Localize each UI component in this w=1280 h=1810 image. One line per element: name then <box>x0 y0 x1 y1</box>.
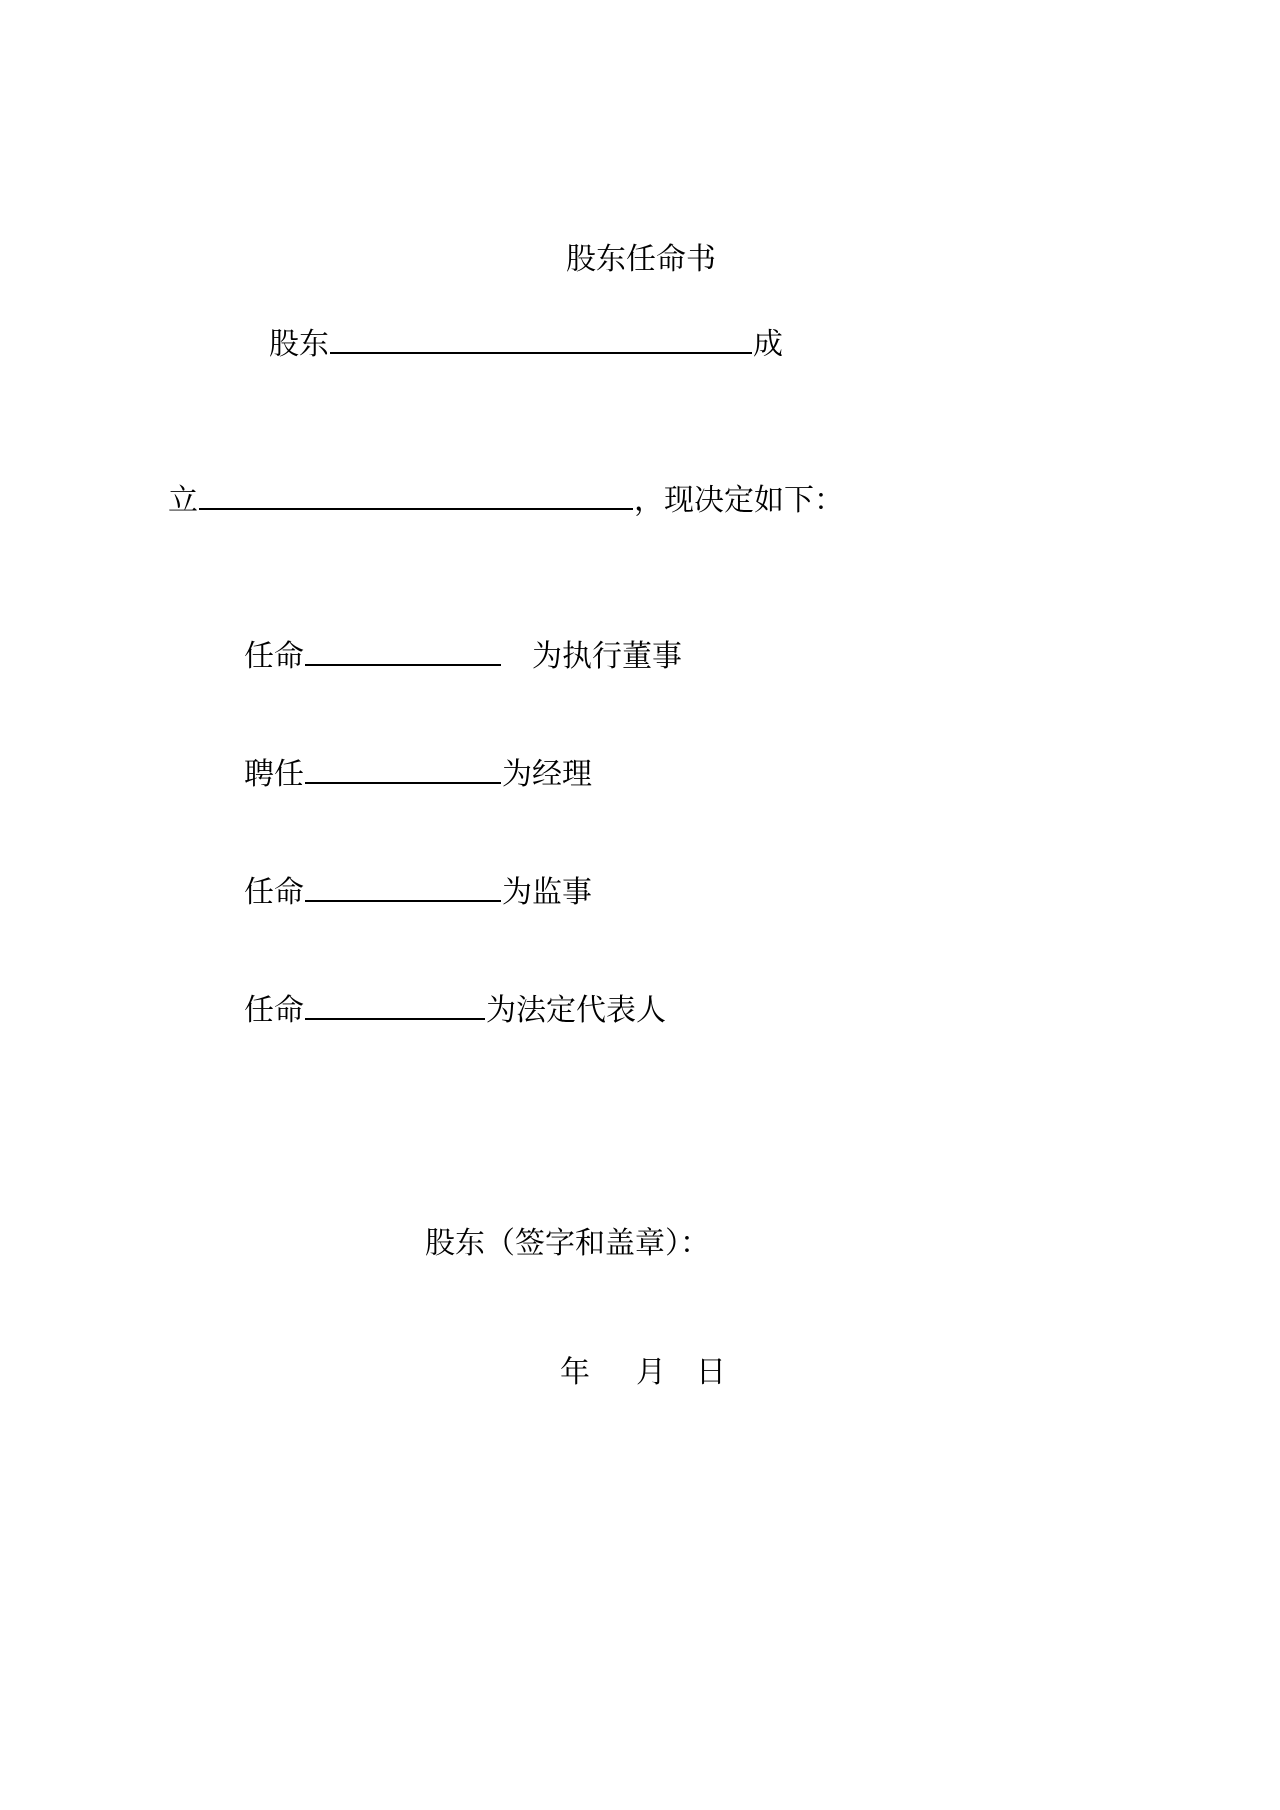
appointment-prefix: 任命 <box>244 993 304 1028</box>
company-prefix: 立 <box>168 483 198 518</box>
document-title <box>566 242 716 278</box>
company-name-blank[interactable] <box>199 478 633 510</box>
date-line <box>560 1355 726 1391</box>
signature-label: 股东（签字和盖章）： <box>425 1226 710 1261</box>
legal-representative-blank[interactable] <box>305 988 485 1020</box>
appointment-manager <box>244 752 592 793</box>
appointment-role: 为监事 <box>502 875 592 910</box>
supervisor-blank[interactable] <box>305 870 501 902</box>
shareholder-name-blank[interactable] <box>330 322 752 354</box>
executive-director-blank[interactable] <box>305 634 501 666</box>
appointment-supervisor <box>244 870 592 911</box>
title-text: 股东任命书 <box>566 242 716 277</box>
appointment-prefix: 任命 <box>244 875 304 910</box>
appointment-prefix: 任命 <box>244 639 304 674</box>
appointment-prefix: 聘任 <box>244 757 304 792</box>
date-day: 日 <box>696 1355 726 1390</box>
date-year: 年 <box>560 1355 590 1390</box>
date-month: 月 <box>636 1355 666 1390</box>
signature-line <box>425 1226 710 1262</box>
appointment-role: 为经理 <box>502 757 592 792</box>
appointment-executive-director <box>244 634 682 675</box>
appointment-role: 为执行董事 <box>532 639 682 674</box>
shareholder-line <box>269 322 783 363</box>
company-suffix: ，现决定如下： <box>634 483 844 518</box>
manager-blank[interactable] <box>305 752 501 784</box>
shareholder-label: 股东 <box>269 327 329 362</box>
appointment-legal-representative <box>244 988 666 1029</box>
shareholder-suffix: 成 <box>753 327 783 362</box>
company-line <box>168 478 844 519</box>
appointment-role: 为法定代表人 <box>486 993 666 1028</box>
